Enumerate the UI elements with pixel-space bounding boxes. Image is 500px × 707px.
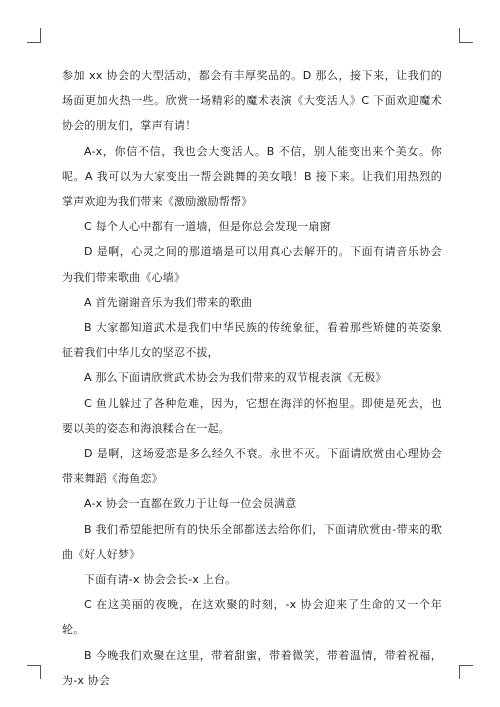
paragraph: D 是啊，这场爱恋是多么经久不衰。永世不灭。下面请欣赏由心理协会带来舞蹈《海鱼恋》 xyxy=(62,447,442,486)
paragraph: B 今晚我们欢聚在这里，带着甜蜜，带着微笑，带着温情，带着祝福，为-x 协会 xyxy=(62,648,442,687)
crop-mark-top-left-horizontal xyxy=(27,42,41,43)
crop-mark-bottom-left-horizontal xyxy=(27,665,41,666)
document-body xyxy=(62,63,442,693)
paragraph: C 每个人心中都有一道墙，但是你总会发现一扇窗 xyxy=(84,220,331,234)
paragraph: 参加 xx 协会的大型活动，都会有丰厚奖品的。D 那么，接下来，让我们的场面更加火热一些。欣赏一场精彩的魔术表演《大变活人》C 下面欢迎魔术协会的朋友们，掌声有请！ xyxy=(62,69,442,133)
paragraph: A-x 协会一直都在致力于让每一位会员满意 xyxy=(84,497,297,511)
paragraph: 下面有请-x 协会会长-x 上台。 xyxy=(84,573,237,587)
paragraph: C 鱼儿躲过了各种危难，因为，它想在海洋的怀抱里。即使是死去，也要以美的姿态和海浪糅合在一起。 xyxy=(62,396,442,435)
paragraph: A-x，你信不信，我也会大变活人。B 不信，别人能变出来个美女。你呢。A 我可以为大家变出一帮会跳舞的美女哦！B 接下来。让我们用热烈的掌声欢迎为我们带来《激励激励帮帮》 xyxy=(62,144,442,209)
paragraph: A 那么下面请欣赏武术协会为我们带来的双节棍表演《无极》 xyxy=(84,371,387,385)
crop-mark-bottom-left-vertical xyxy=(40,665,41,679)
crop-mark-top-right-horizontal xyxy=(459,42,473,43)
paragraph: C 在这美丽的夜晚，在这欢聚的时刻，-x 协会迎来了生命的又一个年轮。 xyxy=(62,598,442,637)
crop-mark-top-right-vertical xyxy=(459,28,460,42)
paragraph: D 是啊，心灵之间的那道墙是可以用真心去解开的。下面有请音乐协会为我们带来歌曲《心墙》 xyxy=(62,245,442,284)
crop-mark-bottom-right-horizontal xyxy=(459,665,473,666)
paragraph: B 我们希望能把所有的快乐全部都送去给你们，下面请欣赏由-带来的歌曲《好人好梦》 xyxy=(62,522,442,561)
crop-mark-bottom-right-vertical xyxy=(459,665,460,679)
crop-mark-top-left-vertical xyxy=(40,28,41,42)
paragraph: A 首先谢谢音乐为我们带来的歌曲 xyxy=(84,295,253,309)
paragraph: B 大家都知道武术是我们中华民族的传统象征，看着那些矫健的英姿象征着我们中华儿女的坚忍不拔， xyxy=(62,321,442,360)
